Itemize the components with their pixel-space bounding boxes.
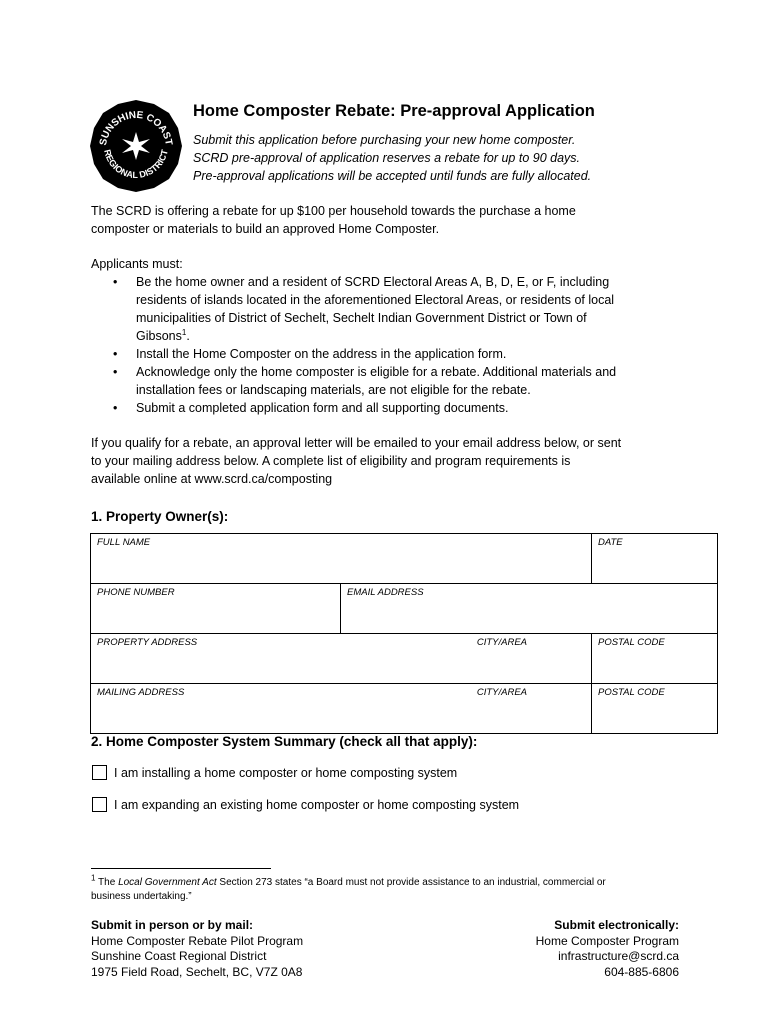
requirement-line: • Be the home owner and a resident of SCRD Electoral Areas A, B, D, E, or F, including bbox=[136, 275, 610, 289]
field-label: EMAIL ADDRESS bbox=[347, 587, 424, 598]
field-label: POSTAL CODE bbox=[598, 687, 665, 698]
requirement-line: residents of islands located in the aforementioned Electoral Areas, or residents of local bbox=[136, 293, 615, 307]
logo-top-text: SUNSHINE COAST bbox=[98, 109, 174, 147]
requirement-item bbox=[91, 363, 691, 399]
submit-electronic-line: Home Composter Program bbox=[535, 933, 679, 948]
intro-line: The SCRD is offering a rebate for up $100 per household towards the purchase a home bbox=[91, 204, 576, 218]
subtitle-line: SCRD pre-approval of application reserves a rebate for up to 90 days. bbox=[193, 151, 581, 165]
requirement-line: • Acknowledge only the home composter is eligible for a rebate. Additional materials and bbox=[136, 365, 617, 379]
requirement-item bbox=[91, 399, 691, 417]
footnote bbox=[91, 873, 691, 904]
submit-mail-line: Sunshine Coast Regional District bbox=[91, 949, 267, 963]
requirements-list bbox=[91, 273, 691, 417]
qualify-line: to your mailing address below. A complete list of eligibility and program requirements is bbox=[91, 454, 571, 468]
subtitle bbox=[193, 131, 591, 185]
checkbox[interactable] bbox=[92, 797, 107, 812]
submit-phone: 604-885-6806 bbox=[604, 964, 679, 979]
requirement-item bbox=[91, 345, 691, 363]
subtitle-line: Pre-approval applications will be accepted until funds are fully allocated. bbox=[193, 169, 592, 183]
footnote-number: 1 bbox=[91, 873, 96, 883]
requirement-text: Gibsons bbox=[136, 329, 182, 343]
requirement-line: installation fees or landscaping materials, are not eligible for the rebate. bbox=[136, 383, 531, 397]
page-title: Home Composter Rebate: Pre-approval Application bbox=[193, 102, 595, 120]
field-label: FULL NAME bbox=[97, 537, 151, 548]
checkbox-option-expanding bbox=[92, 797, 519, 812]
requirement-item bbox=[91, 273, 691, 345]
requirement-line: • Submit a completed application form and all supporting documents. bbox=[136, 401, 509, 415]
field-label: PHONE NUMBER bbox=[97, 587, 175, 598]
logo-bottom-text: REGIONAL DISTRICT bbox=[102, 148, 170, 181]
date-field[interactable] bbox=[592, 534, 718, 584]
email-address-field[interactable] bbox=[341, 584, 718, 634]
checkbox-option-installing bbox=[92, 765, 457, 780]
field-label: PROPERTY ADDRESS bbox=[97, 637, 198, 648]
section-title-property-owners: 1. Property Owner(s): bbox=[91, 509, 229, 524]
field-label: CITY/AREA bbox=[476, 687, 527, 698]
submit-mail-line: Home Composter Rebate Pilot Program bbox=[91, 933, 304, 948]
mailing-address-field[interactable] bbox=[91, 684, 592, 734]
phone-number-field[interactable] bbox=[91, 584, 341, 634]
submit-mail-heading: Submit in person or by mail: bbox=[91, 918, 254, 932]
checkbox-label: I am expanding an existing home composter or home composting system bbox=[114, 797, 520, 812]
requirement-line: municipalities of District of Sechelt, Sechelt Indian Government District or Town of bbox=[136, 311, 587, 325]
field-label: MAILING ADDRESS bbox=[97, 687, 185, 698]
submit-electronic-heading: Submit electronically: bbox=[554, 918, 679, 932]
submit-mail-line: 1975 Field Road, Sechelt, BC, V7Z 0A8 bbox=[91, 964, 303, 979]
property-owner-form bbox=[90, 533, 718, 734]
submit-email[interactable]: infrastructure@scrd.ca bbox=[558, 949, 679, 963]
qualify-paragraph bbox=[91, 434, 621, 488]
postal-code-field[interactable] bbox=[592, 684, 718, 734]
footnote-ref: 1 bbox=[181, 327, 187, 337]
requirement-line bbox=[136, 327, 691, 345]
applicants-label: Applicants must: bbox=[91, 257, 183, 271]
requirement-line: • Install the Home Composter on the address in the application form. bbox=[136, 347, 507, 361]
footnote-text: The bbox=[95, 877, 119, 888]
scrd-logo bbox=[88, 98, 184, 194]
footnote-divider bbox=[91, 868, 271, 869]
postal-code-field[interactable] bbox=[592, 634, 718, 684]
field-label: DATE bbox=[598, 537, 623, 548]
footnote-text: Section 273 states “a Board must not provide assistance to an industrial, commercial or bbox=[216, 877, 606, 888]
subtitle-line: Submit this application before purchasing your new home composter. bbox=[193, 133, 576, 147]
footnote-line: business undertaking.” bbox=[91, 891, 192, 902]
checkbox[interactable] bbox=[92, 765, 107, 780]
checkbox-label: I am installing a home composter or home composting system bbox=[114, 765, 458, 780]
submit-electronically bbox=[536, 918, 679, 980]
requirement-text: . bbox=[186, 329, 190, 343]
submit-by-mail bbox=[91, 918, 303, 980]
full-name-field[interactable] bbox=[91, 534, 592, 584]
field-label: CITY/AREA bbox=[476, 637, 527, 648]
field-label: POSTAL CODE bbox=[598, 637, 665, 648]
qualify-line: If you qualify for a rebate, an approval letter will be emailed to your email address below, or sent bbox=[91, 436, 622, 450]
qualify-line: available online at www.scrd.ca/composting bbox=[91, 472, 333, 486]
section-title-system-summary: 2. Home Composter System Summary (check all that apply): bbox=[91, 734, 478, 749]
intro-paragraph bbox=[91, 202, 576, 238]
intro-line: composter or materials to build an approved Home Composter. bbox=[91, 222, 440, 236]
property-address-field[interactable] bbox=[91, 634, 592, 684]
footnote-act-name: Local Government Act bbox=[118, 877, 217, 888]
